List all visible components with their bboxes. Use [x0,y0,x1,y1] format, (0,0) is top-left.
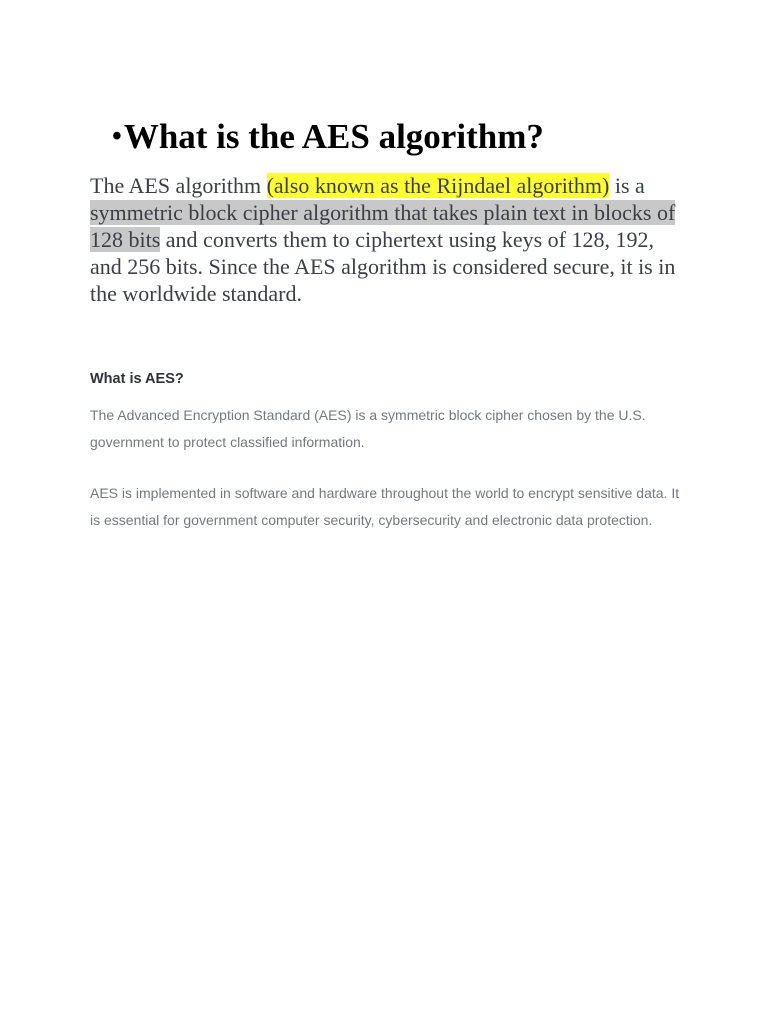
yellow-highlighted-text: (also known as the Rijndael algorithm) [266,173,610,198]
section-paragraph-1: The Advanced Encryption Standard (AES) is a symmetric block cipher chosen by the U.S. government to protect classified information. [90,407,646,450]
main-heading-text: What is the AES algorithm? [123,117,544,156]
section-heading: What is AES? [90,371,184,387]
intro-paragraph [90,172,690,307]
section-paragraph-2: AES is implemented in software and hardware throughout the world to encrypt sensitive data. It is essential for government computer security, cybersecurity and electronic data protection. [90,485,680,528]
main-heading [112,114,544,160]
intro-text-end: and converts them to ciphertext using keys of 128, 192, and 256 bits. Since the AES algorithm is considered secure, it is in the worldwide standard. [90,227,676,306]
bullet-icon: • [112,121,122,152]
intro-text-start: The AES algorithm [90,173,267,198]
gray-highlighted-text: symmetric block cipher algorithm that takes plain text in blocks of 128 bits [90,200,676,252]
intro-text-middle: is a [609,173,645,198]
